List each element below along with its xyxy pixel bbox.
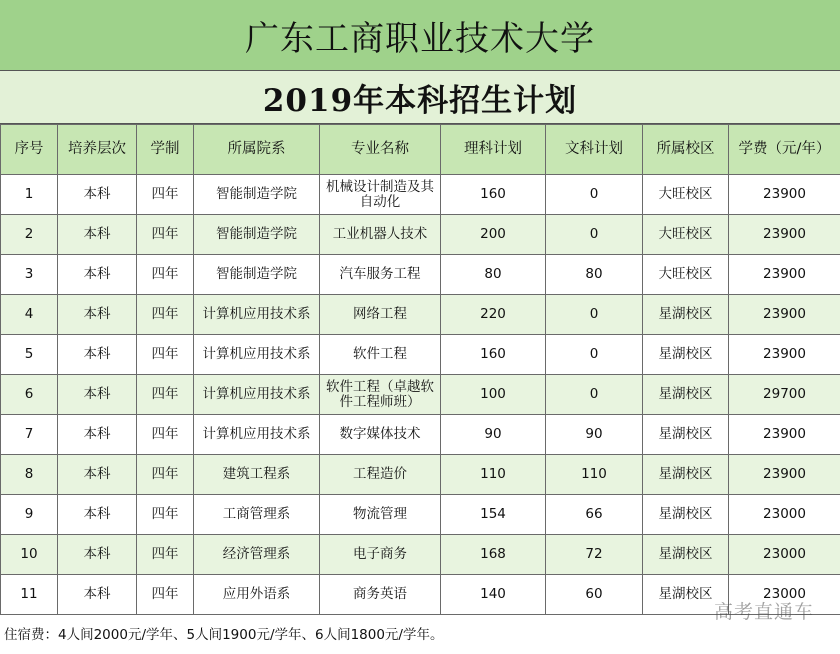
table-row bbox=[1, 375, 840, 415]
cell-campus: 星湖校区 bbox=[643, 415, 729, 455]
cell-level: 本科 bbox=[58, 575, 137, 615]
cell-major: 软件工程（卓越软件工程师班） bbox=[320, 375, 441, 415]
cell-tuition: 23900 bbox=[729, 415, 840, 455]
cell-arts-plan: 66 bbox=[546, 495, 643, 535]
cell-index: 3 bbox=[1, 255, 58, 295]
cell-campus: 星湖校区 bbox=[643, 295, 729, 335]
cell-index: 7 bbox=[1, 415, 58, 455]
cell-index: 5 bbox=[1, 335, 58, 375]
table-row bbox=[1, 535, 840, 575]
col-header-science-plan: 理科计划 bbox=[441, 125, 546, 175]
table-row bbox=[1, 215, 840, 255]
cell-campus: 星湖校区 bbox=[643, 375, 729, 415]
cell-major: 网络工程 bbox=[320, 295, 441, 335]
cell-duration: 四年 bbox=[137, 455, 194, 495]
university-title: 广东工商职业技术大学 bbox=[0, 0, 840, 71]
cell-major: 物流管理 bbox=[320, 495, 441, 535]
cell-campus: 大旺校区 bbox=[643, 215, 729, 255]
cell-level: 本科 bbox=[58, 175, 137, 215]
cell-tuition: 23900 bbox=[729, 175, 840, 215]
cell-index: 9 bbox=[1, 495, 58, 535]
cell-arts-plan: 72 bbox=[546, 535, 643, 575]
cell-tuition: 23900 bbox=[729, 455, 840, 495]
cell-tuition: 29700 bbox=[729, 375, 840, 415]
cell-department: 建筑工程系 bbox=[194, 455, 320, 495]
cell-major: 软件工程 bbox=[320, 335, 441, 375]
cell-campus: 大旺校区 bbox=[643, 255, 729, 295]
cell-duration: 四年 bbox=[137, 175, 194, 215]
cell-duration: 四年 bbox=[137, 215, 194, 255]
col-header-tuition: 学费（元/年） bbox=[729, 125, 840, 175]
cell-campus: 星湖校区 bbox=[643, 535, 729, 575]
col-header-arts-plan: 文科计划 bbox=[546, 125, 643, 175]
cell-level: 本科 bbox=[58, 495, 137, 535]
cell-index: 1 bbox=[1, 175, 58, 215]
cell-science-plan: 168 bbox=[441, 535, 546, 575]
cell-index: 6 bbox=[1, 375, 58, 415]
cell-duration: 四年 bbox=[137, 575, 194, 615]
cell-major: 工业机器人技术 bbox=[320, 215, 441, 255]
cell-major: 电子商务 bbox=[320, 535, 441, 575]
cell-major: 工程造价 bbox=[320, 455, 441, 495]
cell-science-plan: 154 bbox=[441, 495, 546, 535]
cell-tuition: 23900 bbox=[729, 255, 840, 295]
col-header-campus: 所属校区 bbox=[643, 125, 729, 175]
plan-title: 2019年本科招生计划 bbox=[0, 71, 840, 124]
cell-index: 10 bbox=[1, 535, 58, 575]
cell-campus: 星湖校区 bbox=[643, 575, 729, 615]
table-row bbox=[1, 415, 840, 455]
cell-arts-plan: 0 bbox=[546, 335, 643, 375]
cell-department: 工商管理系 bbox=[194, 495, 320, 535]
cell-level: 本科 bbox=[58, 375, 137, 415]
cell-science-plan: 200 bbox=[441, 215, 546, 255]
cell-department: 智能制造学院 bbox=[194, 255, 320, 295]
cell-department: 计算机应用技术系 bbox=[194, 295, 320, 335]
cell-duration: 四年 bbox=[137, 375, 194, 415]
cell-department: 智能制造学院 bbox=[194, 175, 320, 215]
table-row bbox=[1, 295, 840, 335]
col-header-index: 序号 bbox=[1, 125, 58, 175]
cell-department: 经济管理系 bbox=[194, 535, 320, 575]
cell-major: 机械设计制造及其自动化 bbox=[320, 175, 441, 215]
cell-index: 11 bbox=[1, 575, 58, 615]
cell-arts-plan: 0 bbox=[546, 215, 643, 255]
cell-science-plan: 90 bbox=[441, 415, 546, 455]
cell-level: 本科 bbox=[58, 335, 137, 375]
admission-table bbox=[0, 124, 840, 615]
cell-science-plan: 160 bbox=[441, 335, 546, 375]
cell-arts-plan: 0 bbox=[546, 295, 643, 335]
cell-department: 计算机应用技术系 bbox=[194, 415, 320, 455]
watermark: 高考直通车 bbox=[713, 601, 814, 623]
cell-tuition: 23000 bbox=[729, 575, 840, 615]
cell-campus: 星湖校区 bbox=[643, 335, 729, 375]
cell-arts-plan: 60 bbox=[546, 575, 643, 615]
cell-tuition: 23900 bbox=[729, 215, 840, 255]
table-row bbox=[1, 335, 840, 375]
cell-level: 本科 bbox=[58, 415, 137, 455]
cell-duration: 四年 bbox=[137, 495, 194, 535]
cell-science-plan: 220 bbox=[441, 295, 546, 335]
cell-campus: 星湖校区 bbox=[643, 495, 729, 535]
cell-level: 本科 bbox=[58, 535, 137, 575]
cell-science-plan: 100 bbox=[441, 375, 546, 415]
cell-major: 数字媒体技术 bbox=[320, 415, 441, 455]
cell-level: 本科 bbox=[58, 455, 137, 495]
table-row bbox=[1, 255, 840, 295]
cell-arts-plan: 0 bbox=[546, 375, 643, 415]
table-header-row bbox=[1, 125, 840, 175]
cell-science-plan: 80 bbox=[441, 255, 546, 295]
col-header-level: 培养层次 bbox=[58, 125, 137, 175]
cell-duration: 四年 bbox=[137, 295, 194, 335]
cell-arts-plan: 90 bbox=[546, 415, 643, 455]
cell-science-plan: 160 bbox=[441, 175, 546, 215]
cell-department: 应用外语系 bbox=[194, 575, 320, 615]
col-header-major: 专业名称 bbox=[320, 125, 441, 175]
cell-level: 本科 bbox=[58, 215, 137, 255]
accommodation-note: 住宿费：4人间2000元/学年、5人间1900元/学年、6人间1800元/学年。 bbox=[4, 627, 444, 643]
table-row bbox=[1, 495, 840, 535]
table-row bbox=[1, 175, 840, 215]
table-row bbox=[1, 455, 840, 495]
cell-duration: 四年 bbox=[137, 335, 194, 375]
cell-index: 2 bbox=[1, 215, 58, 255]
col-header-department: 所属院系 bbox=[194, 125, 320, 175]
cell-duration: 四年 bbox=[137, 255, 194, 295]
cell-arts-plan: 80 bbox=[546, 255, 643, 295]
cell-science-plan: 140 bbox=[441, 575, 546, 615]
cell-department: 智能制造学院 bbox=[194, 215, 320, 255]
cell-campus: 大旺校区 bbox=[643, 175, 729, 215]
cell-department: 计算机应用技术系 bbox=[194, 335, 320, 375]
col-header-duration: 学制 bbox=[137, 125, 194, 175]
cell-science-plan: 110 bbox=[441, 455, 546, 495]
cell-tuition: 23900 bbox=[729, 295, 840, 335]
cell-arts-plan: 110 bbox=[546, 455, 643, 495]
cell-level: 本科 bbox=[58, 295, 137, 335]
cell-department: 计算机应用技术系 bbox=[194, 375, 320, 415]
cell-index: 4 bbox=[1, 295, 58, 335]
cell-duration: 四年 bbox=[137, 535, 194, 575]
cell-duration: 四年 bbox=[137, 415, 194, 455]
cell-tuition: 23000 bbox=[729, 495, 840, 535]
cell-major: 汽车服务工程 bbox=[320, 255, 441, 295]
cell-arts-plan: 0 bbox=[546, 175, 643, 215]
cell-level: 本科 bbox=[58, 255, 137, 295]
cell-tuition: 23000 bbox=[729, 535, 840, 575]
cell-index: 8 bbox=[1, 455, 58, 495]
cell-major: 商务英语 bbox=[320, 575, 441, 615]
cell-campus: 星湖校区 bbox=[643, 455, 729, 495]
cell-tuition: 23900 bbox=[729, 335, 840, 375]
